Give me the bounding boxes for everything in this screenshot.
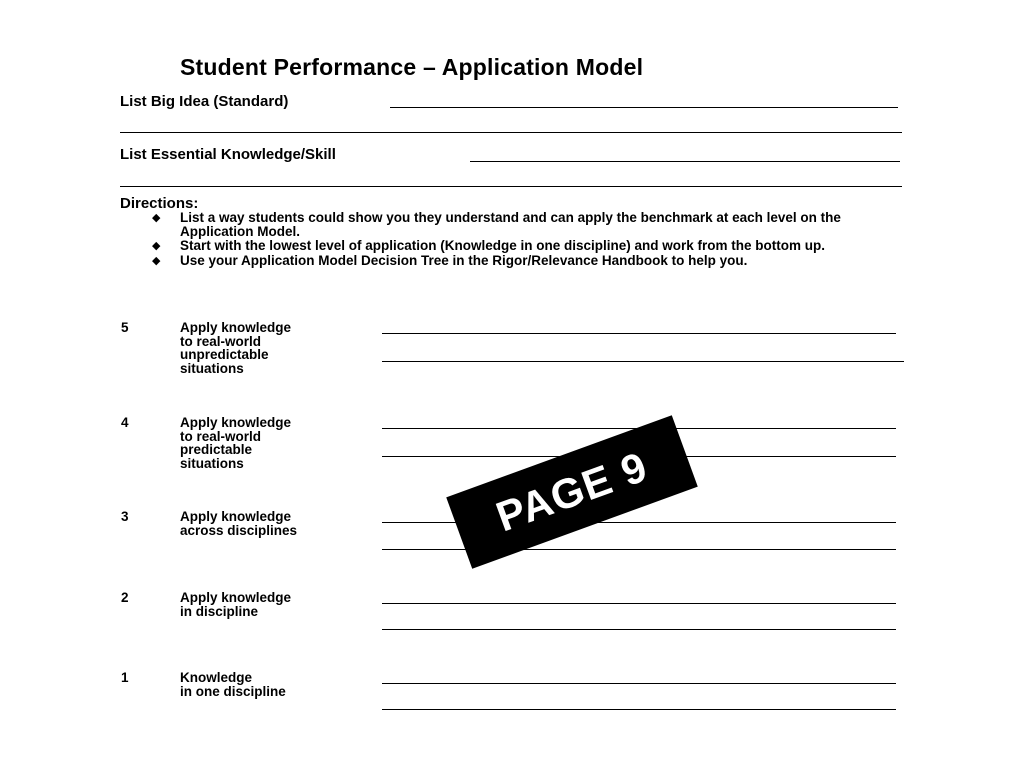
directions-heading: Directions: [120,195,199,212]
essential-knowledge-line-2[interactable] [120,186,902,187]
level-2-number: 2 [121,590,129,605]
big-idea-line-2[interactable] [120,132,902,133]
diamond-bullet-icon: ◆ [152,212,161,224]
level-5-answer-line-1[interactable] [382,333,896,334]
level-4-description: Apply knowledge to real-world predictable situations [180,415,292,471]
page-title: Student Performance – Application Model [180,54,644,80]
level-1-number: 1 [121,670,129,685]
diamond-bullet-icon: ◆ [152,254,161,267]
level-2-answer-line-1[interactable] [382,603,896,604]
essential-knowledge-line-1[interactable] [470,161,900,162]
level-5-number: 5 [121,320,129,335]
level-2-description: Apply knowledge in discipline [180,590,292,619]
directions-list [152,211,912,268]
big-idea-label: List Big Idea (Standard) [120,93,289,110]
diamond-bullet-icon: ◆ [152,240,161,252]
essential-knowledge-label: List Essential Knowledge/Skill [120,146,336,163]
level-5-description: Apply knowledge to real-world unpredictable situations [180,320,292,376]
directions-item [152,239,912,253]
level-2-answer-line-2[interactable] [382,629,896,630]
directions-item [152,254,912,268]
directions-item [152,211,912,238]
level-3-number: 3 [121,509,129,524]
big-idea-line-1[interactable] [390,107,898,108]
level-5-answer-line-2[interactable] [382,361,904,362]
level-4-number: 4 [121,415,129,430]
level-1-answer-line-1[interactable] [382,683,896,684]
level-1-description: Knowledge in one discipline [180,670,286,699]
level-3-description: Apply knowledge across disciplines [180,509,298,538]
directions-item-text: List a way students could show you they understand and can apply the benchmark at each level on the Application Model. [180,210,841,239]
level-1-answer-line-2[interactable] [382,709,896,710]
page-stamp [446,415,698,569]
level-3-answer-line-2[interactable] [382,549,896,550]
directions-item-text: Use your Application Model Decision Tree in the Rigor/Relevance Handbook to help you. [180,252,748,268]
page-stamp-text: PAGE 9 [490,442,654,541]
directions-item-text: Start with the lowest level of application (Knowledge in one discipline) and work from the bottom up. [180,238,826,253]
